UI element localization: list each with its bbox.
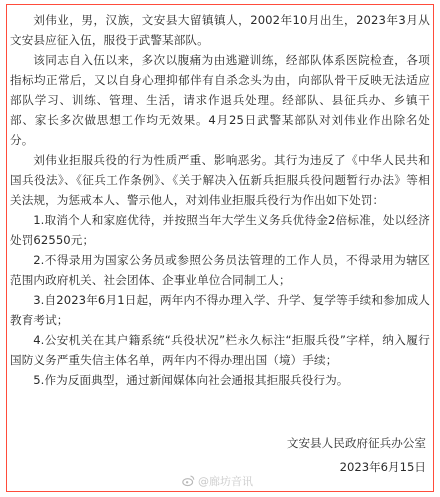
weibo-logo-icon <box>182 474 195 487</box>
penalty-item: 3.自2023年6月1日起，两年内不得办理入学、升学、复学等手续和参加成人教育考试； <box>10 293 430 327</box>
intro-paragraph: 刘伟业，男，汉族，文安县大留镇镇人，2002年10月出生，2023年3月从文安县应征入伍，服役于武警某部队。 <box>10 13 430 47</box>
weibo-watermark <box>182 473 278 491</box>
history-paragraph: 该同志自入伍以来，多次以腹痛为由逃避训练，经部队体系医院检查，各项指标均正常后，又以自身心理抑郁伴有自杀念头为由，向部队骨干反映无法适应部队学习、训练、管理、生活，请求作退兵处理。经部队、县征兵办、乡镇干部、家长多次做思想工作均无效果。4月25日武警某部队对刘伟业作出除名处分。 <box>10 53 430 147</box>
watermark-text: @廊坊音讯 <box>198 475 253 488</box>
penalty-item: 1.取消个人和家庭优待，并按照当年大学生义务兵优待金2倍标准，处以经济处罚62550元； <box>10 213 430 247</box>
notice-body <box>10 10 430 390</box>
penalty-item: 5.作为反面典型，通过新闻媒体向社会通报其拒服兵役行为。 <box>33 373 349 387</box>
issuer-name: 文安县人民政府征兵办公室 <box>286 436 426 450</box>
signature-block <box>166 431 426 479</box>
penalty-item: 2.不得录用为国家公务员或参照公务员法管理的工作人员，不得录用为辖区范围内政府机关、社会团体、企事业单位合同制工人； <box>10 253 430 287</box>
penalty-item: 4.公安机关在其户籍系统“兵役状况”栏永久标注“拒服兵役”字样，纳入履行国防义务严重失信主体名单，两年内不得办理出国（境）手续； <box>10 333 430 367</box>
decision-paragraph: 刘伟业拒服兵役的行为性质严重、影响恶劣。其行为违反了《中华人民共和国兵役法》、《征兵工作条例》、《关于解决入伍新兵拒服兵役问题暂行办法》等相关法规，为惩戒本人、警示他人，对刘伟业拒服兵役行为作出如下处罚： <box>10 153 430 207</box>
issue-date: 2023年6月15日 <box>339 460 426 474</box>
